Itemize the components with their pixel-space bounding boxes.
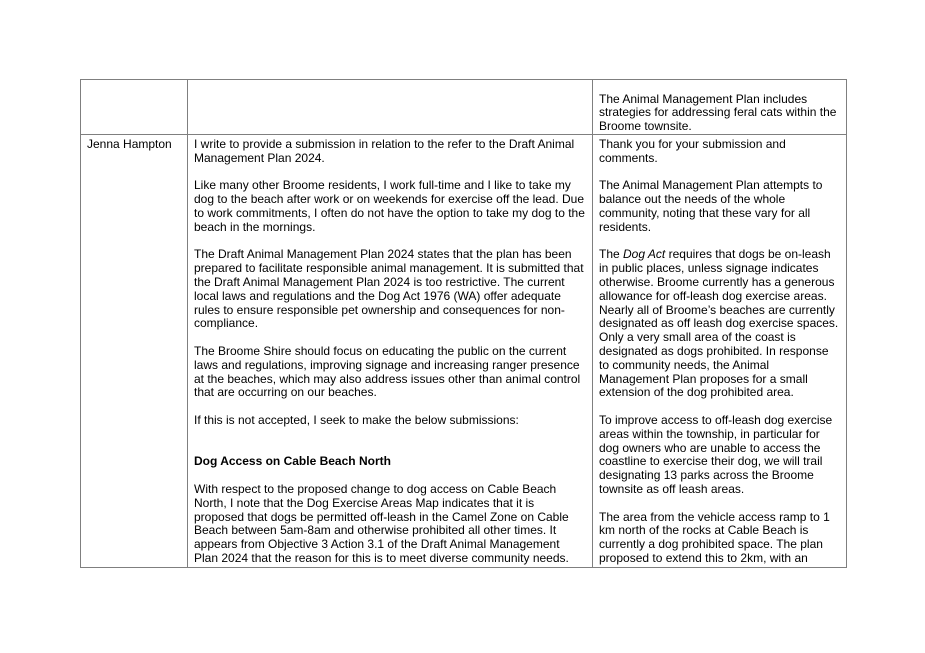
section-heading: Dog Access on Cable Beach North	[194, 454, 391, 469]
table-row	[81, 80, 847, 135]
spacer	[194, 442, 586, 456]
response-paragraph: To improve access to off-leash dog exercise areas within the township, in particular for dog owners who are unable to access the coastline to exercise their dog, we will trail designating 13 parks across the Broome townsite as off leash areas.	[599, 412, 833, 496]
response-text-pre: The	[599, 247, 624, 262]
response-paragraph	[599, 248, 840, 400]
submission-paragraph: Like many other Broome residents, I work full-time and I like to take my dog to the beach after work or on weekends for exercise off the lead. Due to work commitments, I often do not have the option to take my dog to the beach in the mornings.	[194, 178, 585, 234]
response-text-post: requires that dogs be on-leash in public places, unless signage indicates otherwise. Broome currently has a generous allowance for off-leash dog exercise areas. Nearly all of Broome’s beaches are currently designated as off leash dog exercise spaces. Only a very small area of the coast is designated as dogs prohibited. In response to community needs, the Animal Management Plan proposes for a small extension of the dog prohibited area.	[599, 247, 839, 400]
submitter-name: Jenna Hampton	[87, 137, 172, 151]
submissions-table	[80, 79, 847, 568]
submission-paragraph: With respect to the proposed change to dog access on Cable Beach North, I note that the Dog Exercise Areas Map indicates that it is proposed that dogs be permitted off-leash in the Camel Zone on Cable Beach between 5am-8am and otherwise prohibited all other times. It appears from Objective 3 Action 3.1 of the Draft Animal Management Plan 2024 that the reason for this is to meet diverse community needs.	[194, 481, 569, 565]
submission-paragraph: I write to provide a submission in relation to the refer to the Draft Animal Management Plan 2024.	[194, 137, 575, 165]
response-cell	[593, 80, 847, 135]
table-row	[81, 135, 847, 568]
response-paragraph: Thank you for your submission and comments.	[599, 137, 786, 165]
dog-act-italic: Dog Act	[623, 247, 666, 262]
submission-cell	[188, 80, 593, 135]
submission-paragraph: The Draft Animal Management Plan 2024 states that the plan has been prepared to facilitate responsible animal management. It is submitted that the Draft Animal Management Plan 2024 is too restrictive. The current local laws and regulations and the Dog Act 1976 (WA) offer adequate rules to ensure responsible pet ownership and consequences for non-compliance.	[194, 247, 584, 331]
submitter-cell	[81, 80, 188, 135]
response-text: The Animal Management Plan includes strategies for addressing feral cats within the Broome townsite.	[599, 91, 837, 134]
submitter-cell	[81, 135, 188, 568]
submission-paragraph: The Broome Shire should focus on educating the public on the current laws and regulations, improving signage and increasing ranger presence at the beaches, which may also address issues other than animal control that are occurring on our beaches.	[194, 343, 581, 400]
response-paragraph: The Animal Management Plan attempts to balance out the needs of the whole community, noting that these vary for all residents.	[599, 178, 823, 234]
response-cell	[593, 135, 847, 568]
submission-cell	[188, 135, 593, 568]
response-paragraph: The area from the vehicle access ramp to 1 km north of the rocks at Cable Beach is currently a dog prohibited space. The plan proposed to extend this to 2km, with an	[599, 509, 830, 565]
submission-paragraph: If this is not accepted, I seek to make the below submissions:	[194, 412, 519, 427]
